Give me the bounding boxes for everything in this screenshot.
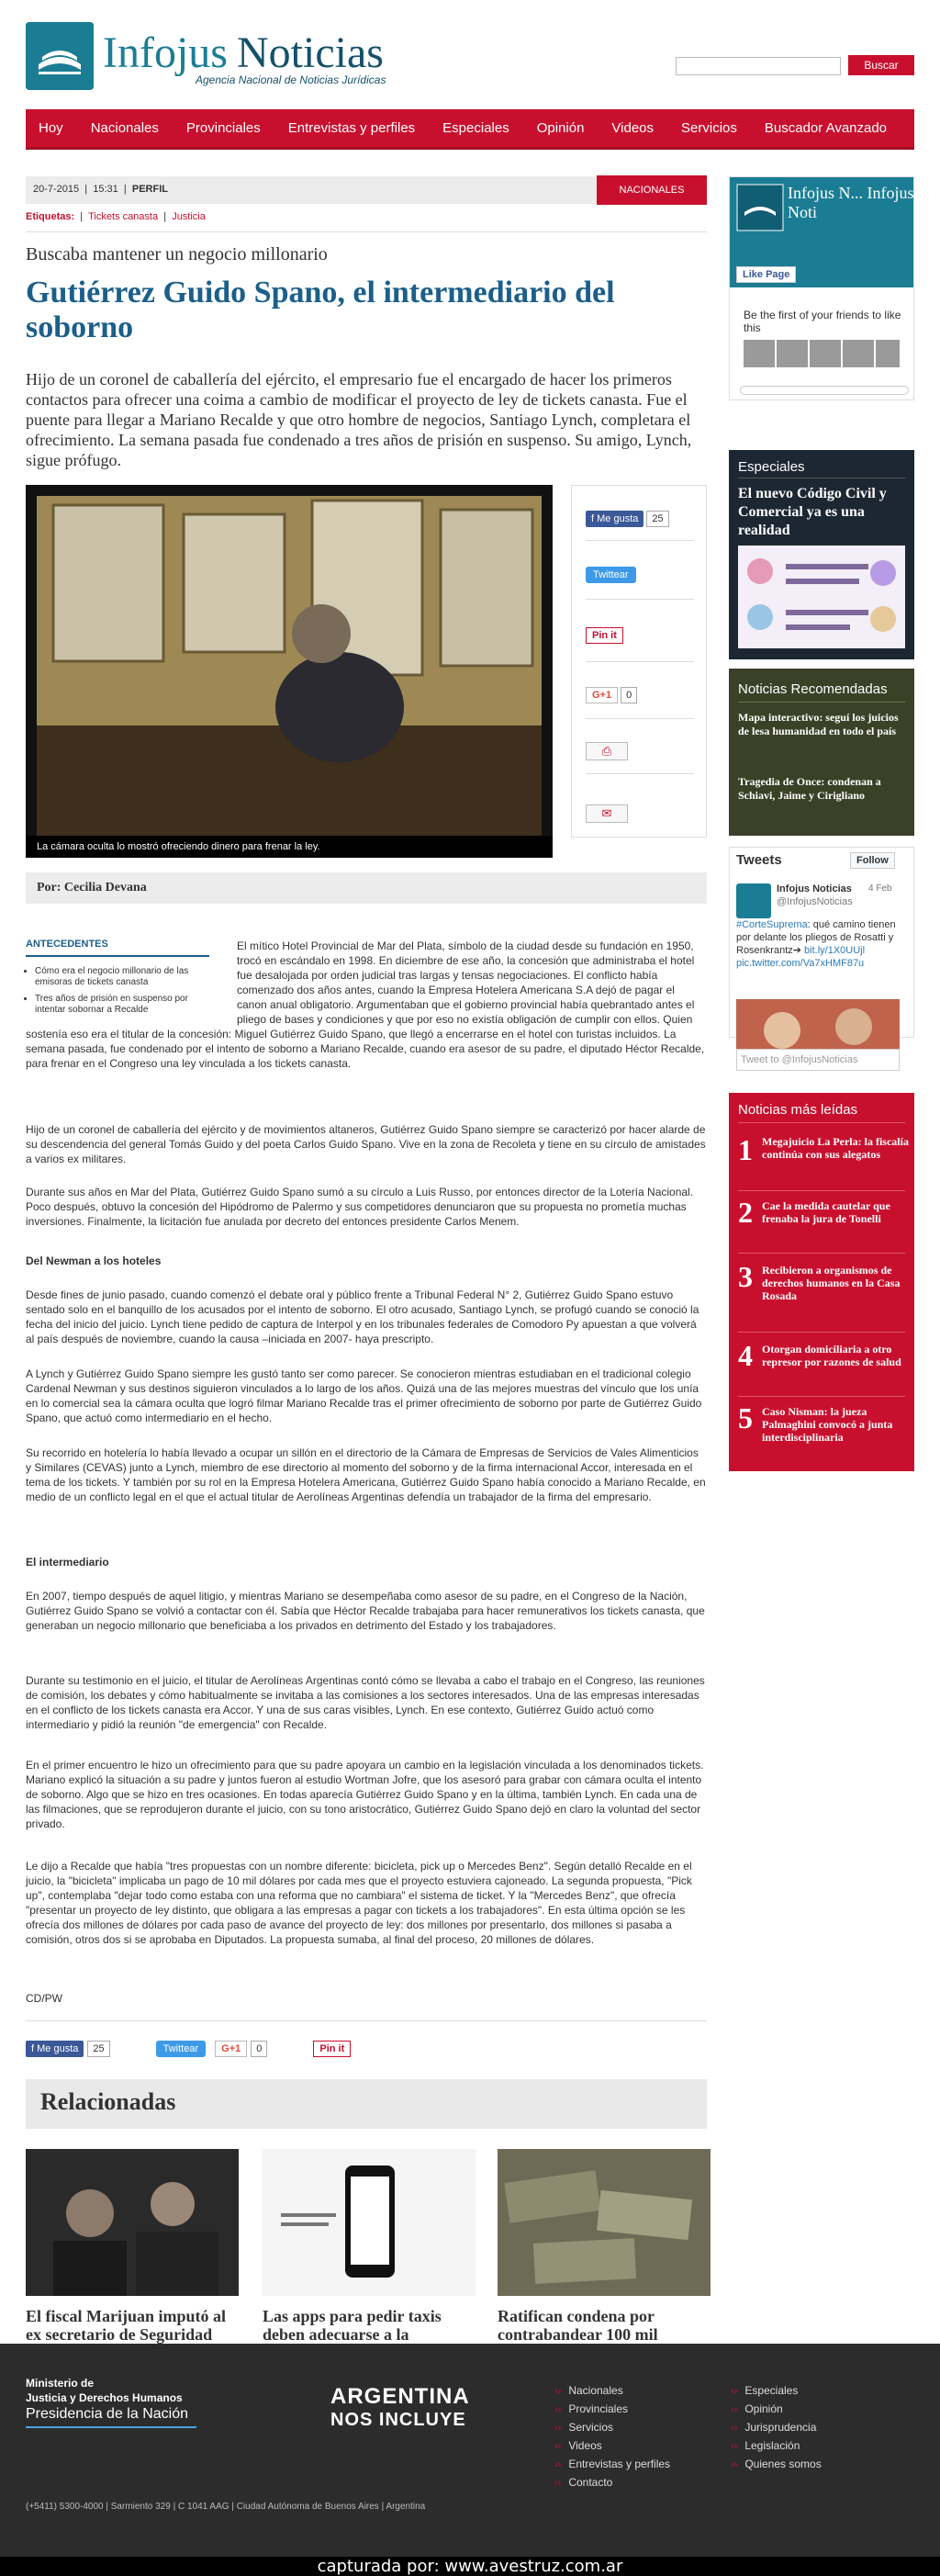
body-paragraph-6: Su recorrido en hotelería lo había llevado a ocupar un sillón en el directorio de la Cámara de Empresas de Servicios de Vales Alimenticios y Similares (CEVAS) junto a Lynch, miembro de ese directorio al momento del soborno y de la firma internacional Accor, interesada en el tema de los tickets. Y también por su rol en la Empresa Hotelera Americana, Gutiérrez Guido Spano había conocido a Mariano Recalde, en medio de un conflicto legal en el que el actual titular de Aerolíneas Argentinas defendía un trabajador de la firma del empresario. — [26, 1446, 706, 1503]
search-input[interactable] — [676, 57, 841, 75]
article-signature: CD/PW — [26, 1992, 62, 2005]
footer-link[interactable]: ›› Jurisprudencia — [731, 2421, 816, 2434]
gplus-share — [586, 687, 637, 703]
nav-item-opinion[interactable]: Opinión — [536, 120, 585, 136]
bottom-share-bar — [26, 2041, 351, 2057]
antecedente-link[interactable]: • Tres años de prisión en suspenso por intentar sobornar a Recalde — [35, 994, 207, 1016]
related-image[interactable] — [498, 2149, 711, 2296]
divider — [738, 1122, 905, 1123]
nav-item-especiales[interactable]: Especiales — [442, 120, 509, 136]
gplus-button[interactable]: G+1 — [215, 2041, 247, 2057]
footer-link[interactable]: ›› Servicios — [554, 2421, 613, 2434]
rank-number: 3 — [738, 1260, 753, 1293]
body-paragraph-8: Durante su testimonio en el juicio, el titular de Aerolíneas Argentinas contó cómo se llevaba a cabo el trabajo en el Congreso, las reuniones de comisión, los debates y cómo habitualmente se invitaba a las comisiones a los sectores interesados. Una de las empresas interesadas en el conflicto de los tickets canasta era Accor. Y una de sus caras visibles, Lynch. En ese contexto, Gutiérrez Guido actuó como intermediario y pidió la reunión "de emergencia" con Recalde. — [26, 1674, 705, 1731]
article-meta: 20-7-2015 | 15:31 | PERFIL — [33, 184, 168, 195]
video-caption: La cámara oculta lo mostró ofreciendo dinero para frenar la ley. — [37, 841, 553, 852]
divider — [586, 718, 694, 719]
tweet-date[interactable]: 4 Feb — [868, 883, 892, 894]
article-lead: Hijo de un coronel de caballería del ejército, el empresario fue el encargado de hacer los primeros contactos para ofrecer una coima a cambio de modificar el proyecto de ley de tickets canasta. Fue el puente para llegar a Mariano Recalde y que otro hombre de negocios, Santiago Lynch, completara el ofrecimiento. La semana pasada fue condenado a tres años de prisión en suspenso. Su amigo, Lynch, sigue prófugo. — [26, 370, 692, 469]
divider — [738, 1396, 905, 1397]
divider — [738, 1190, 905, 1191]
footer-link[interactable]: ›› Legislación — [731, 2439, 800, 2452]
mas-leidas-link[interactable]: Megajuicio La Perla: la fiscalía continúa con sus alegatos — [762, 1135, 909, 1161]
rank-number: 1 — [738, 1133, 753, 1166]
divider — [586, 599, 694, 600]
divider — [26, 231, 707, 232]
recomendada-link[interactable]: Mapa interactivo: seguí los juicios de lesa humanidad en todo el país — [738, 711, 899, 737]
tweet-body: : qué camino tienen por delante los pliegos de Rosatti y Rosenkrantz➔ — [736, 919, 896, 956]
subheading-2: El intermediario — [26, 1556, 109, 1569]
logo-subtitle: Agencia Nacional de Noticias Jurídicas — [196, 73, 386, 86]
footer-link[interactable]: ›› Provinciales — [554, 2402, 628, 2415]
tweet-author-name[interactable]: Infojus Noticias — [777, 883, 852, 894]
recomendadas-title: Noticias Recomendadas — [738, 681, 888, 697]
fb-count: 25 — [646, 511, 668, 527]
twitter-follow-button[interactable]: Follow — [850, 852, 895, 869]
footer-link[interactable]: ›› Contacto — [554, 2476, 612, 2489]
body-paragraph-3: Durante sus años en Mar del Plata, Gutiérrez Guido Spano sumó a su círculo a Luis Russo, por entonces director de la Lotería Nacional. Poco después, obtuvo la concesión del Hipódromo de Palermo y sus competidores denunciaron que su propuesta no prometía muchas inversiones. Finalmente, la licitación fue anulada por decreto del entonces presidente Carlos Menem. — [26, 1186, 694, 1228]
email-icon[interactable]: ✉ — [586, 804, 628, 823]
logo-title[interactable] — [103, 28, 384, 77]
body-paragraph-10: Le dijo a Recalde que había "tres propuestas con un nombre diferente: bicicleta, pick up o Mercedes Benz". Según detalló Recalde en el juicio, la "bicicleta" implicaba un pago de 10 mil dólares por cada mes que el proyecto estuviera cajoneado. La segunda propuesta, "Pick up", contemplaba "dejar todo como estaba con una reforma que no cambiara" el sistema de ticket. Y la "Mercedes Benz", que ofrecía "presentar un proyecto de ley distinto, que obligara a las empresas a pagar con tickets a los trabajadores". En esta última opción se les ofrecía dos millones de dólares por cada paso de avance del proyecto de ley: dos millones por presentarlo, dos millones si pasaba a comisión, otros dos si se aprobaba en Diputados. La propuesta sumaba, al final del proceso, 20 millones de dólares. — [26, 1860, 692, 1946]
email-share — [586, 804, 628, 823]
avatar[interactable] — [876, 340, 900, 367]
footer-link[interactable]: ›› Quienes somos — [731, 2458, 822, 2470]
search-button[interactable]: Buscar — [848, 55, 914, 75]
fb-like-button[interactable]: f Me gusta — [26, 2041, 84, 2057]
pin-share — [586, 630, 623, 641]
print-share — [586, 742, 628, 760]
article-time: 15:31 — [93, 184, 118, 195]
footer-address: (+5411) 5300-4000 | Sarmiento 329 | C 1041 AAG | Ciudad Autónoma de Buenos Aires | Argentina — [26, 2502, 426, 2512]
tweet-button[interactable]: Twittear — [586, 567, 636, 583]
section-badge[interactable]: NACIONALES — [597, 175, 707, 205]
avatar[interactable] — [777, 340, 808, 367]
tag-link[interactable]: Justicia — [172, 211, 206, 222]
capture-watermark: capturada por: www.avestruz.com.ar — [0, 2557, 940, 2576]
divider — [738, 702, 905, 703]
logo-icon[interactable] — [26, 22, 94, 90]
facebook-page-name[interactable]: Infojus N... Infojus Noti — [788, 184, 914, 221]
related-image[interactable] — [263, 2149, 476, 2296]
related-image[interactable] — [26, 2149, 239, 2296]
tweet-to-input[interactable]: Tweet to @InfojusNoticias — [736, 1049, 900, 1071]
logo-word: Noticias — [236, 28, 384, 77]
tweet-button[interactable]: Twittear — [156, 2041, 207, 2057]
tag-link[interactable]: Tickets canasta — [88, 211, 159, 222]
divider — [586, 540, 694, 541]
divider — [738, 1253, 905, 1254]
divider — [586, 661, 694, 662]
article-author: Por: Cecilia Devana — [26, 872, 707, 904]
footer-link[interactable]: ›› Especiales — [731, 2384, 798, 2397]
antecedente-link[interactable]: • Cómo era el negocio millonario de las emisoras de tickets canasta — [35, 966, 207, 988]
fb-like-button[interactable]: f Me gusta — [586, 511, 643, 527]
avatar[interactable] — [744, 340, 775, 367]
nav-item-entrevistas[interactable]: Entrevistas y perfiles — [287, 120, 416, 136]
rank-number: 4 — [738, 1339, 753, 1372]
rank-number: 2 — [738, 1196, 753, 1229]
footer-link[interactable]: ›› Entrevistas y perfiles — [554, 2458, 670, 2470]
avatar[interactable] — [843, 340, 874, 367]
gplus-button[interactable]: G+1 — [586, 687, 618, 703]
mas-leidas-link[interactable]: Cae la medida cautelar que frenaba la jura de Tonelli — [762, 1199, 890, 1225]
print-icon[interactable]: ⎙ — [586, 742, 628, 760]
tweet-image[interactable] — [736, 999, 900, 1051]
video-frame[interactable] — [37, 496, 542, 836]
footer-ministry[interactable]: Ministerio de — [26, 2377, 95, 2390]
mas-leidas-link[interactable]: Caso Nisman: la jueza Palmaghini convocó a junta interdisciplinaria — [762, 1405, 893, 1444]
related-item-title[interactable]: Ratifican condena por contrabandear 100 mil — [498, 2307, 658, 2344]
nav-item-nacionales[interactable]: Nacionales — [90, 120, 159, 136]
float-spacer — [26, 939, 237, 1027]
nav-item-servicios[interactable]: Servicios — [681, 120, 737, 136]
nav-item-hoy[interactable]: Hoy — [39, 120, 63, 136]
main-nav — [26, 109, 914, 150]
subheading-1: Del Newman a los hoteles — [26, 1254, 162, 1267]
article-kicker: Buscaba mantener un negocio millonario — [26, 244, 328, 264]
body-paragraph-2: Hijo de un coronel de caballería del ejército y de movimientos altaneros, Gutiérrez Guido Spano siempre se caracterizó por hacer alarde de su descendencia del general Tomás Guido y del poeta Carlos Guido Spano. Vive en la zona de Recoleta y tiene en su círculo de amistades a varios ex militares. — [26, 1123, 706, 1165]
recomendada-link[interactable]: Tragedia de Once: condenan a Schiavi, Jaime y Cirigliano — [738, 775, 881, 802]
article-headline: Gutiérrez Guido Spano, el intermediario del soborno — [26, 276, 615, 344]
avatar[interactable] — [810, 340, 841, 367]
related-item-title[interactable]: El fiscal Marijuan imputó al ex secretario de Seguridad — [26, 2307, 227, 2344]
especiales-title: Especiales — [738, 459, 805, 475]
facebook-friends-text: Be the first of your friends to like this — [744, 309, 901, 334]
mas-leidas-title: Noticias más leídas — [738, 1102, 858, 1118]
footer-link[interactable]: ›› Videos — [554, 2439, 602, 2452]
body-paragraph-4: Desde fines de junio pasado, cuando comenzó el debate oral y público frente a Tribunal Federal N° 2, Gutiérrez Guido Spano estuvo sentado solo en el banquillo de los acusados por el intento de soborno. El otro acusado, Santiago Lynch, se profugó cuando se conoció la fecha del inicio del juicio. Lynch tiene pedido de captura de Interpol y en los tribunales federales de Comodoro Py apuestan a que volverá al país después de noviembre, cuando la causa –iniciada en 2007- haya prescripto. — [26, 1288, 699, 1345]
mas-leidas-link[interactable]: Recibieron a organismos de derechos humanos en la Casa Rosada — [762, 1264, 901, 1302]
nav-item-buscador[interactable]: Buscador Avanzado — [764, 120, 888, 136]
tweet-text — [736, 918, 900, 970]
footer-link[interactable]: ›› Opinión — [731, 2402, 783, 2415]
article-date: 20-7-2015 — [33, 184, 80, 195]
mas-leidas-link[interactable]: Otorgan domiciliaria a otro represor por razones de salud — [762, 1343, 901, 1368]
footer-slogan: ARGENTINA — [330, 2384, 470, 2409]
logo-brand: Infojus — [103, 28, 228, 77]
footer-ministry[interactable]: Justicia y Derechos Humanos — [26, 2391, 183, 2404]
twitter-title: Tweets — [736, 852, 782, 868]
pin-button[interactable]: Pin it — [313, 2041, 351, 2057]
scrollbar[interactable] — [740, 386, 909, 395]
related-item-title[interactable]: Las apps para pedir taxis deben adecuarse a la — [263, 2307, 442, 2344]
tweet-link[interactable]: pic.twitter.com/Va7xHMF87u — [736, 958, 865, 969]
facebook-like-page-button[interactable]: Like Page — [736, 266, 796, 283]
divider — [738, 1332, 905, 1333]
avatar[interactable] — [736, 883, 771, 918]
rank-number: 5 — [738, 1401, 753, 1434]
gplus-count: 0 — [251, 2041, 267, 2057]
tw-share — [586, 569, 636, 580]
pin-button[interactable]: Pin it — [586, 627, 623, 644]
divider — [586, 773, 694, 774]
fb-share — [586, 511, 669, 527]
especiales-image[interactable] — [738, 546, 905, 648]
tags: Etiquetas: | Tickets canasta | Justicia — [26, 211, 206, 222]
footer-link[interactable]: ›› Nacionales — [554, 2384, 623, 2397]
nav-item-videos[interactable]: Videos — [611, 120, 655, 136]
footer-slogan: NOS INCLUYE — [330, 2410, 466, 2430]
tags-label: Etiquetas: — [26, 211, 75, 222]
fb-count: 25 — [87, 2041, 109, 2057]
divider — [26, 2020, 707, 2021]
nav-item-provinciales[interactable]: Provinciales — [185, 120, 261, 136]
antecedentes-title: ANTECEDENTES — [26, 939, 108, 950]
body-paragraph-5: A Lynch y Gutiérrez Guido Spano siempre les gustó tanto ser como parecer. Se conocieron mientras estudiaban en el tradicional colegio Cardenal Newman y sus destinos siguieron vinculados a lo largo de los años. Quizá una de las mejores muestras del vínculo que los unía en lo comercial sea la cámara oculta que logró filmar Mariano Recalde tras el primer ofrecimiento de soborno por parte de Gutiérrez Guido Spano, que actuó como intermediario en el hecho. — [26, 1367, 702, 1424]
especiales-headline[interactable]: El nuevo Código Civil y Comercial ya es una realidad — [738, 486, 887, 538]
body-paragraph-7: En 2007, tiempo después de aquel litigio, y mientras Mariano se desempeñaba como asesor de su padre, en el Congreso de la Nación, Gutiérrez Guido Spano se volvió a contactar con él. Sabía que Héctor Recalde trabajaba para hacer remunerativos los tickets canasta, que generaban un negocio millonario que beneficiaba a los privados en detrimento del Estado y los trabajadores. — [26, 1590, 705, 1632]
related-title: Relacionadas — [40, 2088, 176, 2115]
gplus-count: 0 — [621, 687, 637, 703]
article-type: PERFIL — [131, 184, 168, 195]
footer-presidency[interactable]: Presidencia de la Nación — [26, 2406, 188, 2422]
tweet-hashtag[interactable]: #CorteSuprema — [736, 919, 808, 930]
body-paragraph-9: En el primer encuentro le hizo un ofrecimiento para que su padre apoyara un cambio en la legislación vinculada a los denominados tickets. Mariano explicó la situación a su padre y juntos fueron al estudio Wortman Jofre, que los asesoró para grabar con cámara oculta el intento de soborno. Algo que se hizo en tres ocasiones. En todas aparecía Gutiérrez Guido Spano y en la última, también Lynch. En cada una de las filmaciones, que se reprodujeron durante el juicio, con su tono aristocrático, Gutiérrez Guido Spano dejó en claro la voluntad del sector privado. — [26, 1759, 704, 1830]
divider — [26, 2426, 196, 2428]
body-paragraph-1: El mítico Hotel Provincial de Mar del Plata, símbolo de la ciudad desde su fundación en 1950, trocó en escándalo en 1998. En diciembre de ese año, la concesión que administraba el hotel fue desalojada por orden judicial tras largas y tensas negociaciones. El conflicto había comenzado dos años antes, cuando la Empresa Hotelera Americana S.A dejó de pagar el canon anual obligatorio. Argumentaban que el gobierno provincial había quebrantado antes el pliego de bases y condiciones y que por eso no existía obligación de cumplir con ellos. Quien sostenía eso era el titular de la concesión: Miguel Gutiérrez Guido Spano, que llegó a encerrarse en el hotel con turistas incluidos. La semana pasada, fue condenado por el intento de soborno a Mariano Recalde, cuando era asesor de su padre, el diputado Héctor Recalde, para frenar en el Congreso una ley vinculada a los tickets canasta. — [26, 939, 705, 1070]
tweet-author-handle[interactable]: @InfojusNoticias — [777, 896, 853, 907]
tweet-link[interactable]: bit.ly/1X0UUjl — [804, 945, 866, 956]
